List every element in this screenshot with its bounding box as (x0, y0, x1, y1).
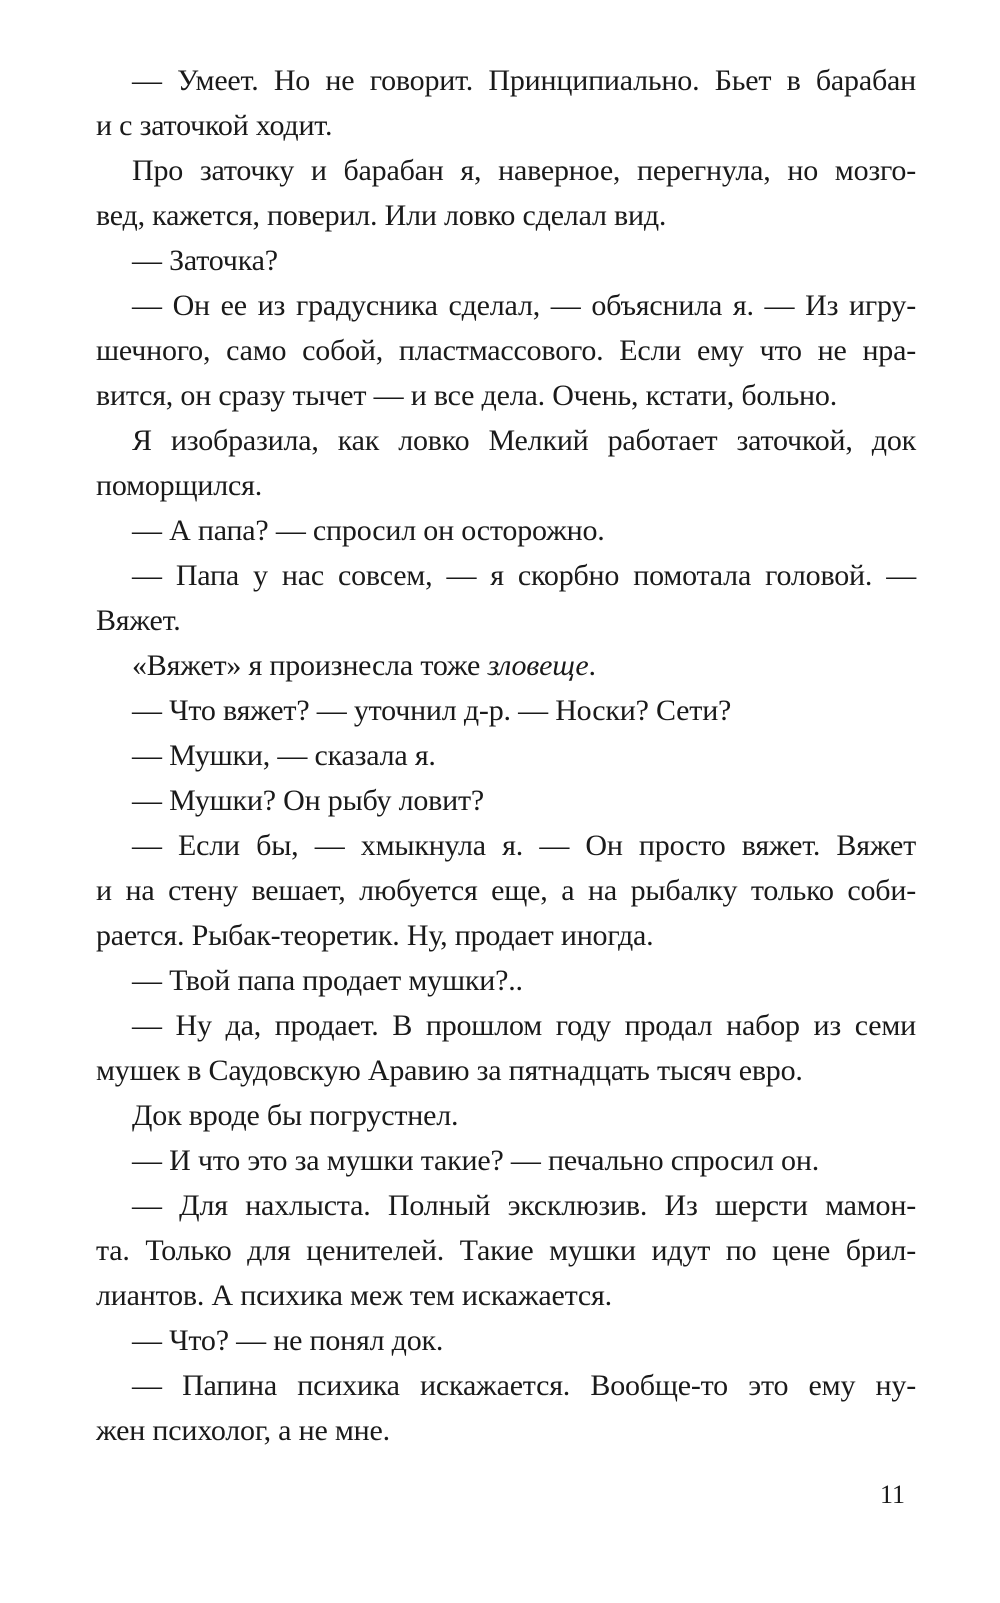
text-line: — Ну да, продает. В прошлом году продал набор из семи (132, 1009, 916, 1042)
text-line: лиантов. А психика меж тем искажается. (96, 1279, 612, 1312)
text-line: — Что? — не понял док. (132, 1324, 444, 1357)
italic-word: зловеще (487, 649, 589, 682)
text-line: Я изобразила, как ловко Мелкий работает заточкой, док (132, 424, 916, 457)
text-line: Вяжет. (96, 604, 181, 637)
text-line: рается. Рыбак-теоретик. Ну, продает иногда. (96, 919, 654, 952)
text-line: — Что вяжет? — уточнил д-р. — Носки? Сети? (132, 694, 732, 727)
text-line: — Мушки? Он рыбу ловит? (132, 784, 484, 817)
text-line: — Папа у нас совсем, — я скорбно помотала головой. — (132, 559, 916, 592)
text-line: — Заточка? (132, 244, 278, 277)
text-line: жен психолог, а не мне. (96, 1414, 390, 1447)
body-text (96, 58, 916, 1453)
text-line: — Он ее из градусника сделал, — объяснила я. — Из игру- (132, 289, 916, 322)
text-line: Док вроде бы погрустнел. (132, 1099, 459, 1132)
text-line: и на стену вешает, любуется еще, а на рыбалку только соби- (96, 874, 916, 907)
text-line-italic-mixed (96, 643, 916, 688)
text-line: — А папа? — спросил он осторожно. (132, 514, 605, 547)
text-line: — Мушки, — сказала я. (132, 739, 436, 772)
text-line: — Умеет. Но не говорит. Принципиально. Бьет в барабан (132, 64, 916, 97)
text-line: вед, кажется, поверил. Или ловко сделал вид. (96, 199, 667, 232)
text-line: — Если бы, — хмыкнула я. — Он просто вяжет. Вяжет (132, 829, 916, 862)
text-line: — Папина психика искажается. Вообще-то это ему ну- (132, 1369, 916, 1402)
page-number: 11 (879, 1480, 905, 1509)
text-line: — Для нахлыста. Полный эксклюзив. Из шерсти мамон- (132, 1189, 916, 1222)
text-line: вится, он сразу тычет — и все дела. Очень, кстати, больно. (96, 379, 838, 412)
text-line: Про заточку и барабан я, наверное, перегнула, но мозго- (132, 154, 916, 187)
text-line: и с заточкой ходит. (96, 109, 333, 142)
text-line: — И что это за мушки такие? — печально спросил он. (132, 1144, 820, 1177)
text-line: поморщился. (96, 469, 263, 502)
text-line: — Твой папа продает мушки?.. (132, 964, 523, 997)
text-fragment: «Вяжет» я произнесла тоже (132, 649, 481, 682)
text-line: мушек в Саудовскую Аравию за пятнадцать тысяч евро. (96, 1054, 803, 1087)
text-fragment: . (588, 649, 596, 682)
text-line: та. Только для ценителей. Такие мушки идут по цене брил- (96, 1234, 916, 1267)
text-line: шечного, само собой, пластмассового. Если ему что не нра- (96, 334, 916, 367)
